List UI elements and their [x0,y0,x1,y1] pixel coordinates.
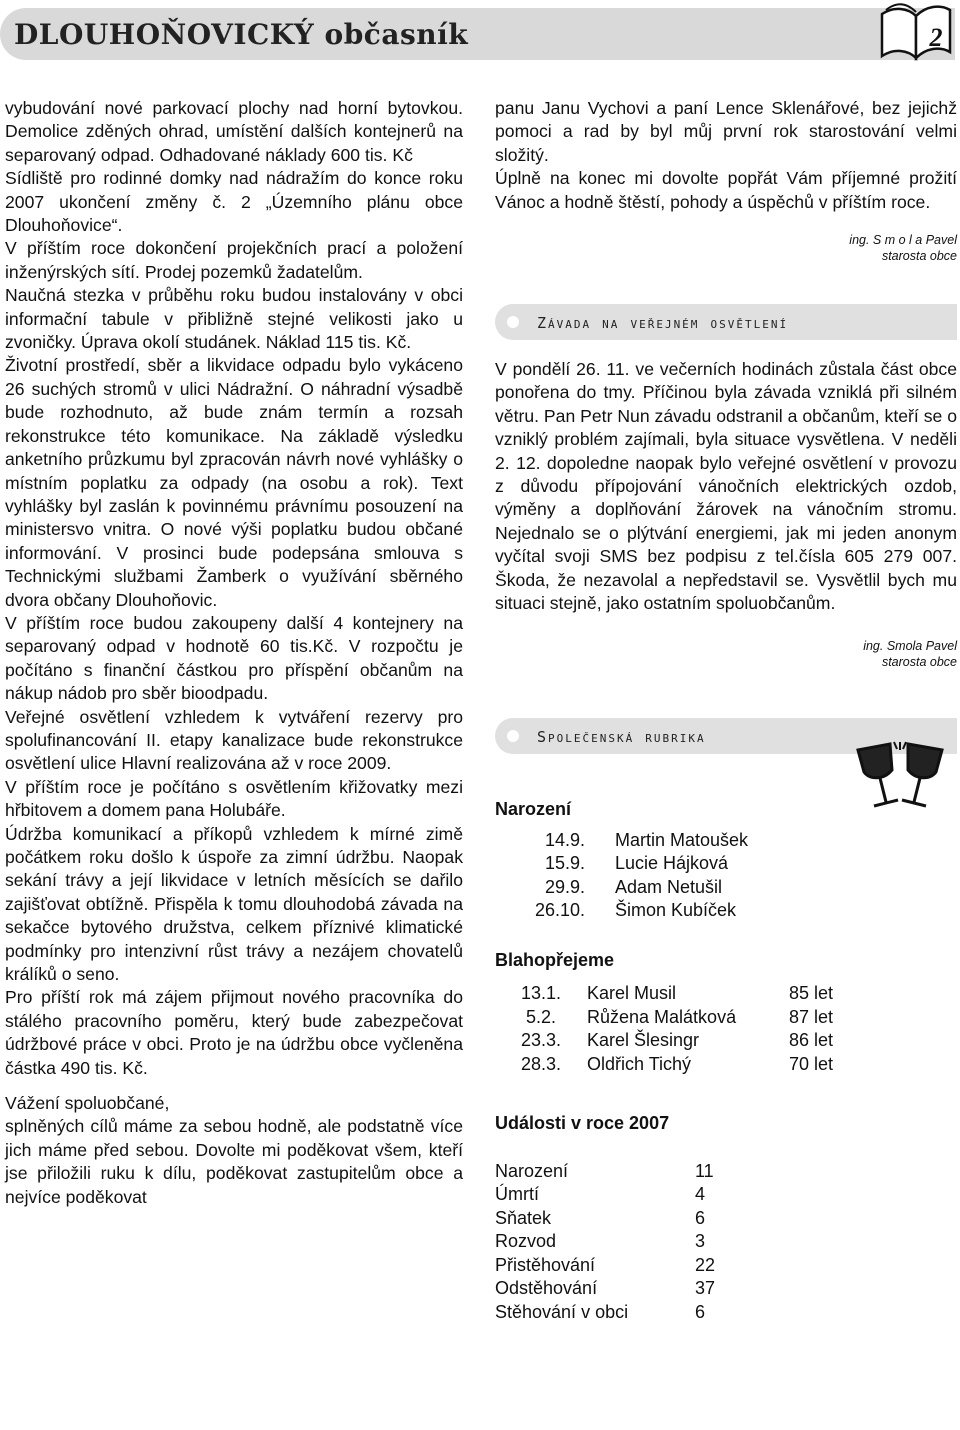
intro-text: panu Janu Vychovi a paní Lence Sklenářové, bez jejichž pomoci a rad by byl můj první rok starostování velmi složitý. [495,98,957,165]
page-number: 2 [929,23,943,52]
birth-date: 14.9. [544,829,585,850]
event-label: Sňatek [495,1207,552,1228]
paragraph-crossroad: V příštím roce je počítáno s osvětlením křižovatky mezi hřbitovem a domem pana Holubáře. [5,776,463,821]
event-value: 37 [695,1278,716,1299]
table-row [495,1254,715,1278]
table-row [495,1301,715,1325]
newsletter-title: DLOUHOŇOVICKÝ občasník [14,18,469,51]
paragraph-environment: Životní prostředí, sběr a likvidace odpadu bylo vykáceno 26 suchých stromů v ulici Nádražní. O náhradní výsadbě bude rozhodnuto, až bude znám termín a rozsah rekonstrukce této komunikace. Na základě výsledku anketního průzkumu byl zpracován návrh nové vyhlášky o místním poplatku za odpady (na osobu a rok). Text vyhlášky byl zaslán k povinnému právnímu posouzení na ministersvo vnitra. O nové výši poplatku budou občané informování. V prosinci bude podepsána smlouva s Technickými službami Žamberk o využívání sběrného dvora občany Dlouhoňovic. [5,355,463,610]
event-value: 22 [695,1254,716,1275]
bullet-icon [507,316,519,328]
table-row [495,1029,833,1053]
table-row [495,982,833,1006]
births-heading: Narození [495,798,572,819]
open-book-icon [876,0,954,64]
signature-name: ing. S m o l a Pavel [849,233,957,248]
birth-date: 26.10. [534,900,585,921]
closing-text: splněných cílů máme za sebou hodně, ale podstatně více jich máme před sebou. Dovolte mi poděkovat všem, kteří jse přiložili ruku k dílu, poděkovat zastupitelům obce a nejvíce poděkovat [5,1116,463,1207]
event-label: Odstěhování [495,1278,598,1299]
paragraph-worker: Pro příští rok má zájem přijmout nového pracovníka do stálého pracovního poměru, který bude zabezpečovat údržbové práce v obci. Proto je na údržbu obce vyčleněna částka 490 tis. Kč. [5,987,463,1078]
table-row [495,1277,715,1301]
table-row [495,1207,715,1231]
congrats-date: 5.2. [525,1006,557,1027]
events-heading: Události v roce 2007 [495,1113,670,1134]
paragraph-parking: vybudování nové parkovací plochy nad horní bytovkou. Demolice zděných ohrad, umístění dalších kontejnerů na separovaný odpad. Odhadované náklady 600 tis. Kč [5,98,463,165]
congrats-age: 85 let [789,983,834,1004]
event-label: Rozvod [495,1231,557,1252]
paragraph-networks: V příštím roce dokončení projekčních prací a položení inženýrských sítí. Prodej pozemků žadatelům. [5,238,463,282]
congrats-name: Karel Musil [587,983,677,1004]
left-column [5,97,463,1209]
congrats-date: 13.1. [520,983,562,1004]
birth-name: Adam Netušil [615,876,723,897]
event-label: Narození [495,1160,569,1181]
birth-name: Lucie Hájková [615,853,729,874]
event-label: Přistěhování [495,1254,596,1275]
table-row [495,899,748,923]
signature-role-2: starosta obce [881,654,957,669]
table-row [495,852,748,876]
closing-salutation: Vážení spoluobčané, [5,1093,170,1114]
paragraph-maintenance: Údržba komunikací a příkopů vzhledem k mírné zimě počátkem roku došlo k úspoře za zimní údržbu. Naopak sekání trávy a její likvidace v letních měsících se dařilo zajišťovat obtížně. Přispěla k tomu dlouhodobá závada na sekačce bytového družstva, celkem příznivé klimatické podmínky pro intenzivní růst trávy a nezájem chovatelů králíků o seno. [5,823,463,985]
table-row [495,1006,833,1030]
congrats-date: 28.3. [520,1053,562,1074]
table-row [495,1053,833,1077]
birth-date: 29.9. [544,876,585,897]
page-header [0,8,955,60]
congrats-heading: Blahopřejeme [495,949,615,970]
birth-date: 15.9. [544,853,585,874]
congrats-name: Růžena Malátková [587,1006,737,1027]
signature-role: starosta obce [881,249,957,264]
wine-glasses-icon [850,740,950,818]
paragraph-nature-trail: Naučná stezka v průběhu roku budou instalovány v obci informační tabule v přibližně stejné velikosti jako u zvoničky. Úprava okolí studánek. Náklad 115 tis. Kč. [5,285,463,353]
table-row [495,1160,715,1184]
congrats-name: Oldřich Tichý [587,1053,692,1074]
table-row [495,1183,715,1207]
table-row [495,829,748,853]
table-row [495,1230,715,1254]
paragraph-housing: Sídliště pro rodinné domky nad nádražím do konce roku 2007 ukončení změny č. 2 „Územního plánu obce Dlouhoňovice“. [5,168,463,236]
signature-name-2: ing. Smola Pavel [863,638,957,653]
event-value: 11 [695,1160,714,1181]
lighting-article: V pondělí 26. 11. ve večerních hodinách zůstala část obce ponořena do tmy. Příčinou byla závada vzniklá při silném větru. Pan Petr Nun závadu odstranil a občanům, kteří se o vzniklý problém zajímali, byla situace vysvětlena. V neděli 2. 12. dopoledne naopak bylo veřejné osvětlení v provozu z důvodu přípojování vánočních elektrických ozdob, výměny a doplňování žárovek na vánočním stromu. Nejednalo se o plýtvání energiemi, jak mi jeden anonym vyčítal svoji SMS bez podpisu z tel.čísla 605 279 007. Škoda, že nezavolal a nepředstavil se. Vysvětlil bych mu situaci stejně, jako ostatním spoluobčanům. [495,359,957,614]
section-title-lighting: Závada na veřejném osvětlení [537,314,789,333]
congrats-table [495,982,833,1076]
congrats-age: 70 let [789,1053,834,1074]
section-header-lighting [495,304,957,340]
greeting-text: Úplně na konec mi dovolte popřát Vám příjemné prožití Vánoc a hodně štěstí, pohody a úspěchů v příštím roce. [495,168,957,212]
paragraph-containers: V příštím roce budou zakoupeny další 4 kontejnery na separovaný odpad v hodnotě 60 tis.Kč. V rozpočtu je počítáno s finanční částkou pro příspění občanům na nákup nádob pro sběr bioodpadu. [5,612,463,704]
event-value: 3 [695,1231,706,1252]
bullet-icon [507,730,519,742]
birth-name: Šimon Kubíček [615,900,737,921]
section-title-social: Společenská rubrika [537,727,706,746]
event-value: 4 [695,1184,706,1205]
congrats-age: 87 let [789,1006,834,1027]
births-table [495,829,748,923]
events-table [495,1160,715,1325]
event-value: 6 [695,1301,706,1322]
event-label: Úmrtí [495,1184,539,1205]
birth-name: Martin Matoušek [615,829,749,850]
paragraph-lighting: Veřejné osvětlení vzhledem k vytváření rezervy pro spolufinancování II. etapy kanalizace bude rekonstrukce osvětlení ulice Hlavní realizována až v roce 2009. [5,706,463,774]
congrats-date: 23.3. [520,1030,562,1051]
congrats-name: Karel Šlesingr [587,1030,700,1051]
event-label: Stěhování v obci [495,1301,629,1322]
congrats-age: 86 let [789,1030,834,1051]
right-column [495,97,957,1324]
event-value: 6 [695,1207,706,1228]
table-row [495,876,748,900]
